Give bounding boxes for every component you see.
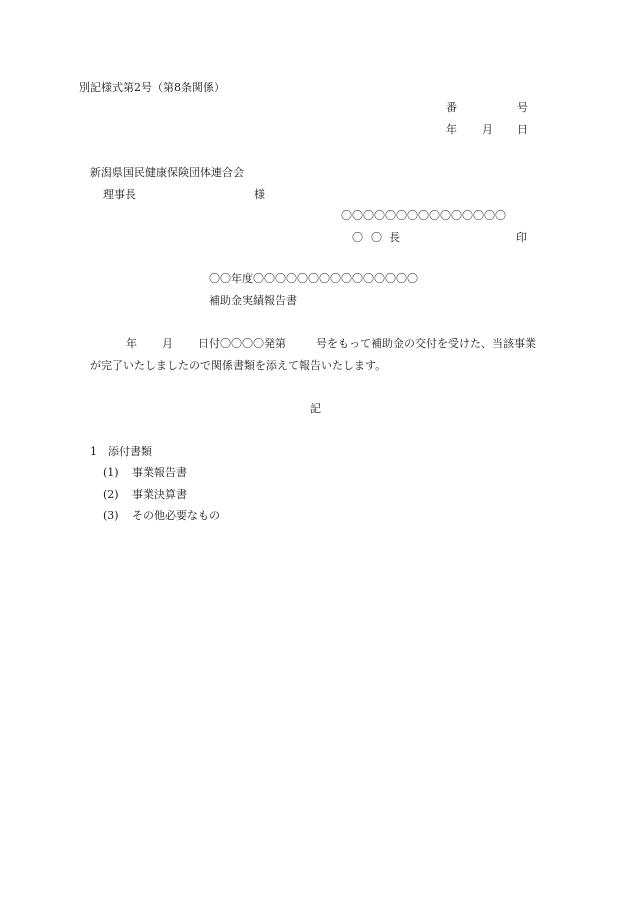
date-month: 月: [482, 123, 493, 136]
sender-head-title: 長: [389, 231, 400, 244]
attachment-item-2-num: (2): [103, 488, 119, 501]
addressee-title: 理事長: [103, 188, 136, 201]
attachment-item-1-num: (1): [103, 466, 119, 479]
addressee-organization: 新潟県国民健康保険団体連合会: [90, 166, 244, 179]
attachment-item-2: 事業決算書: [132, 488, 187, 501]
attachment-item-1: 事業報告書: [132, 466, 187, 479]
attachment-item-3: その他必要なもの: [132, 509, 220, 522]
body-year: 年: [126, 337, 137, 350]
attachment-item-3-num: (3): [103, 509, 119, 522]
attachments-heading: 添付書類: [108, 445, 152, 458]
sender-seal: 印: [516, 231, 527, 244]
body-day-ref: 日付〇〇〇〇発第: [198, 337, 286, 350]
sender-head-middle: 〇: [371, 231, 382, 244]
subject-line-1: 〇〇年度〇〇〇〇〇〇〇〇〇〇〇〇〇〇〇: [209, 272, 418, 285]
body-line-2: が完了いたしましたので関係書類を添えて報告いたします。: [90, 359, 387, 372]
number-ban: 番: [446, 101, 457, 114]
subject-line-2: 補助金実績報告書: [209, 294, 297, 307]
date-year: 年: [446, 123, 457, 136]
body-line1-rest: 号をもって補助金の交付を受けた、当該事業: [316, 337, 536, 350]
sender-head-prefix: 〇: [352, 231, 363, 244]
ki-heading: 記: [310, 402, 321, 415]
form-label: 別記様式第2号（第8条関係）: [79, 81, 225, 94]
date-day: 日: [517, 123, 528, 136]
attachments-number: 1: [90, 445, 97, 458]
addressee-honorific: 様: [254, 188, 265, 201]
number-go: 号: [517, 101, 528, 114]
sender-organization: 〇〇〇〇〇〇〇〇〇〇〇〇〇〇〇: [341, 209, 506, 222]
body-month: 月: [162, 337, 173, 350]
